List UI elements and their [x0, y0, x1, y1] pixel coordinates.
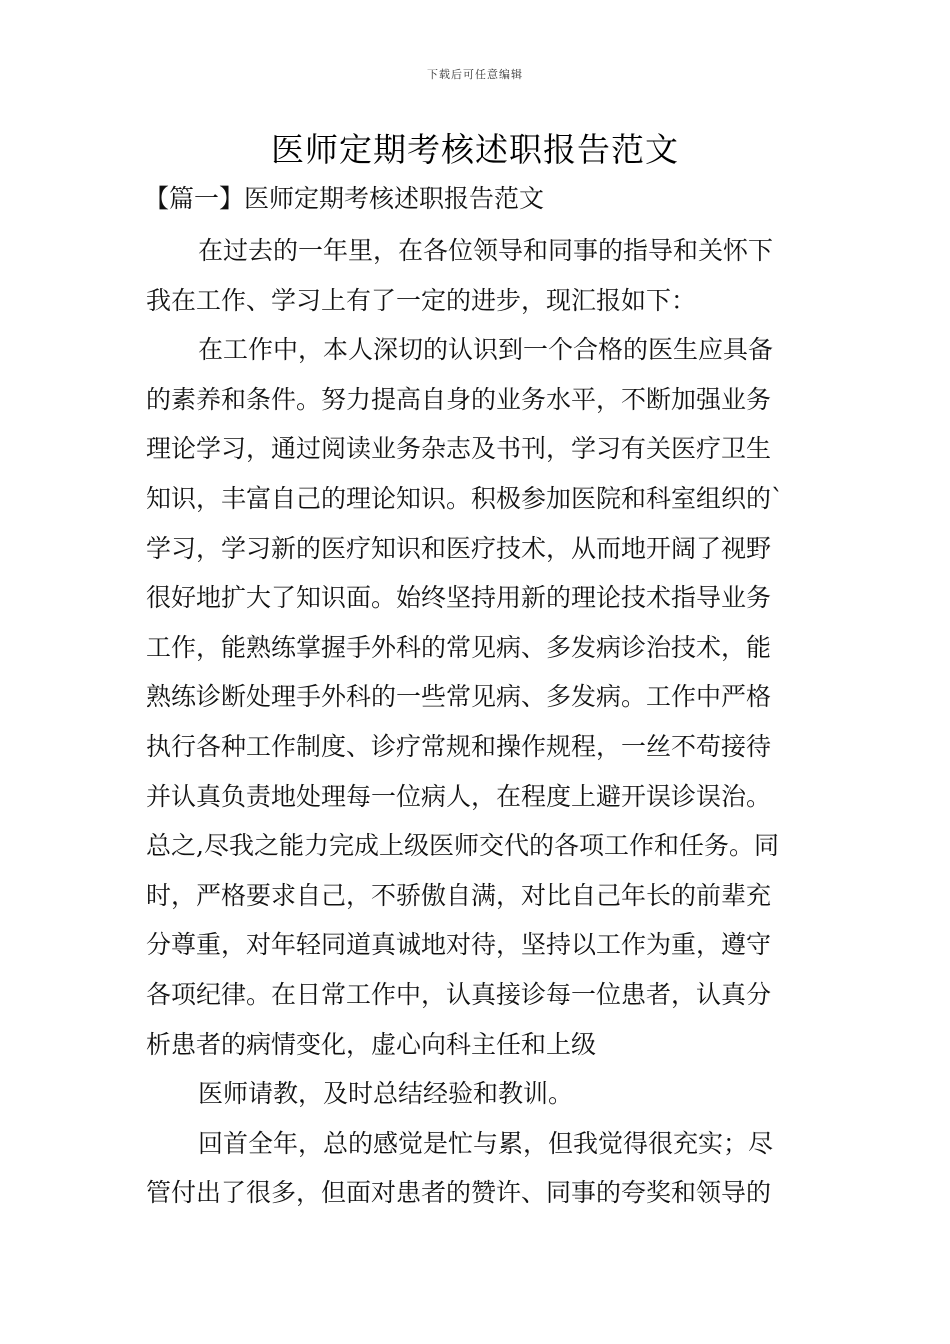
section-heading: 【篇一】医师定期考核述职报告范文: [144, 184, 545, 213]
paragraph-line: 并认真负责地处理每一位病人，在程度上避开误诊误治。: [146, 781, 772, 811]
paragraph-line: 管付出了很多，但面对患者的赞许、同事的夸奖和领导的: [146, 1178, 772, 1208]
paragraph-line: 析患者的病情变化，虚心向科主任和上级: [146, 1029, 597, 1059]
paragraph-line: 在工作中，本人深切的认识到一个合格的医生应具备: [198, 335, 774, 365]
paragraph-line: 的素养和条件。努力提高自身的业务水平，不断加强业务: [146, 384, 772, 414]
document-title: 医师定期考核述职报告范文: [271, 130, 679, 169]
paragraph-line: 工作，能熟练掌握手外科的常见病、多发病诊治技术，能: [146, 632, 772, 662]
paragraph-line: 回首全年，总的感觉是忙与累，但我觉得很充实；尽: [198, 1128, 774, 1158]
paragraph-line: 医师请教，及时总结经验和教训。: [198, 1079, 574, 1109]
paragraph-line: 我在工作、学习上有了一定的进步，现汇报如下：: [146, 285, 697, 315]
paragraph-line: 总之,尽我之能力完成上级医师交代的各项工作和任务。同: [146, 831, 779, 861]
paragraph-line: 学习，学习新的医疗知识和医疗技术，从而地开阔了视野: [146, 533, 772, 563]
paragraph-line: 知识，丰富自己的理论知识。积极参加医院和科室组织的`: [146, 483, 784, 513]
header-note: 下载后可任意编辑: [427, 68, 523, 81]
paragraph-line: 熟练诊断处理手外科的一些常见病、多发病。工作中严格: [146, 682, 772, 712]
paragraph-line: 分尊重，对年轻同道真诚地对待，坚持以工作为重，遵守: [146, 930, 772, 960]
paragraph-line: 很好地扩大了知识面。始终坚持用新的理论技术指导业务: [146, 583, 772, 613]
body-text: [146, 226, 806, 1218]
paragraph-line: 各项纪律。在日常工作中，认真接诊每一位患者，认真分: [146, 979, 772, 1009]
paragraph-line: 理论学习，通过阅读业务杂志及书刊，学习有关医疗卫生: [146, 434, 772, 464]
paragraph-line: 在过去的一年里，在各位领导和同事的指导和关怀下: [198, 236, 774, 265]
paragraph-line: 执行各种工作制度、诊疗常规和操作规程，一丝不苟接待: [146, 731, 772, 761]
paragraph-line: 时，严格要求自己，不骄傲自满，对比自己年长的前辈充: [146, 880, 772, 910]
